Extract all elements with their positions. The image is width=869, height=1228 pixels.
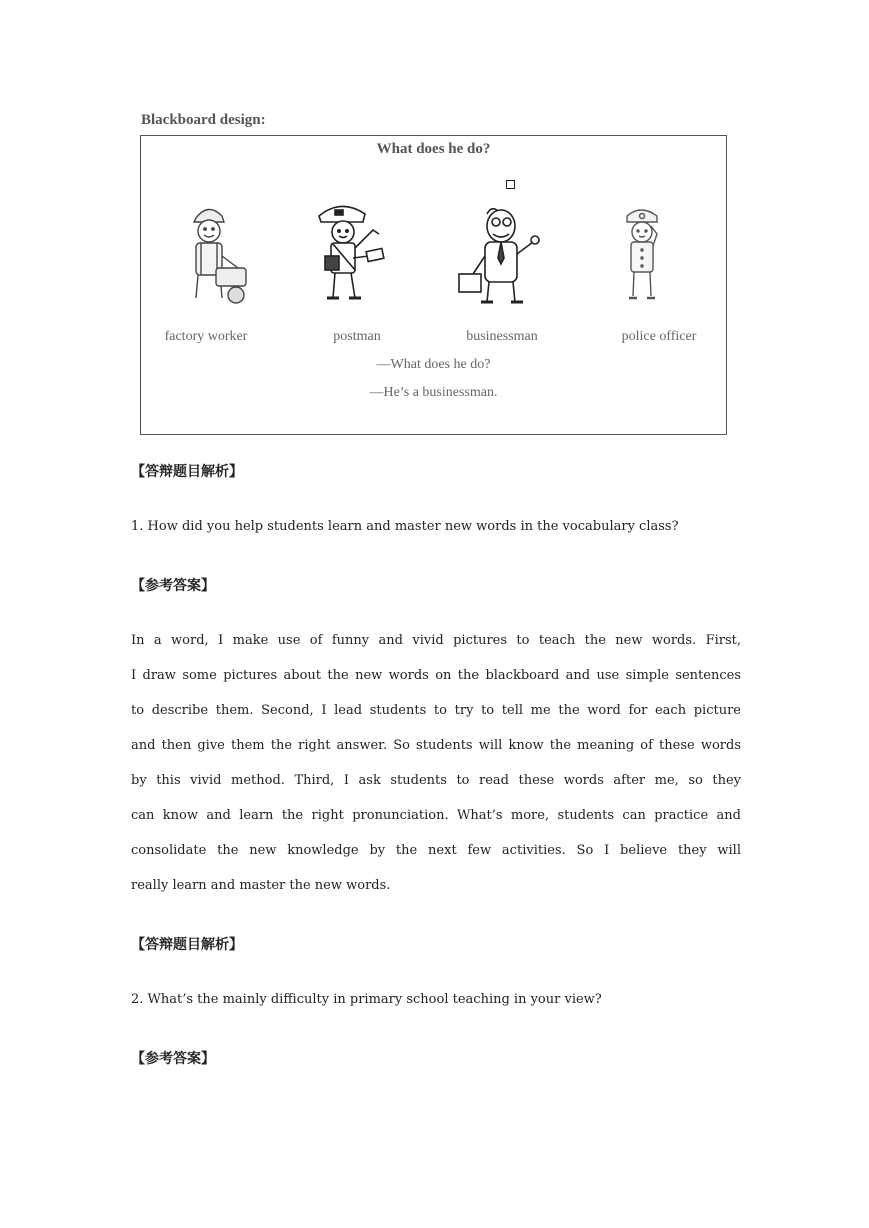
- answer-line: to describe them. Second, I lead students to try to tell me the word for each picture: [131, 703, 741, 718]
- question-text: 2. What’s the mainly difficulty in primary school teaching in your view?: [131, 992, 602, 1007]
- reference-answer-heading: 【参考答案】: [131, 1051, 215, 1067]
- caption-police-officer: police officer: [621, 329, 697, 344]
- analysis-heading: 【答辩题目解析】: [131, 937, 243, 953]
- blackboard-title: What does he do?: [376, 141, 491, 157]
- businessman-icon: [441, 198, 561, 313]
- answer-line: I draw some pictures about the new words on the blackboard and use simple sentences: [131, 668, 741, 683]
- factory-worker-icon: [156, 198, 276, 313]
- dialog-question: —What does he do?: [376, 357, 491, 372]
- answer-line: consolidate the new knowledge by the next few activities. So I believe they will: [131, 843, 741, 858]
- answer-line: really learn and master the new words.: [131, 878, 391, 893]
- dialog-answer: —He’s a businessman.: [369, 385, 498, 400]
- police-officer-icon: [603, 198, 723, 313]
- answer-line: In a word, I make use of funny and vivid pictures to teach the new words. First,: [131, 633, 741, 648]
- answer-line: can know and learn the right pronunciation. What’s more, students can practice and: [131, 808, 741, 823]
- blackboard-design-box: [140, 135, 727, 435]
- answer-line: and then give them the right answer. So students will know the meaning of these words: [131, 738, 741, 753]
- small-square-marker: [506, 180, 515, 189]
- blackboard-label: Blackboard design:: [141, 112, 266, 128]
- reference-answer-heading: 【参考答案】: [131, 578, 215, 594]
- caption-factory-worker: factory worker: [164, 329, 248, 344]
- caption-postman: postman: [333, 329, 381, 344]
- question-text: 1. How did you help students learn and master new words in the vocabulary class?: [131, 519, 679, 534]
- analysis-heading: 【答辩题目解析】: [131, 464, 243, 480]
- postman-icon: [301, 198, 421, 313]
- caption-businessman: businessman: [466, 329, 538, 344]
- answer-line: by this vivid method. Third, I ask students to read these words after me, so they: [131, 773, 741, 788]
